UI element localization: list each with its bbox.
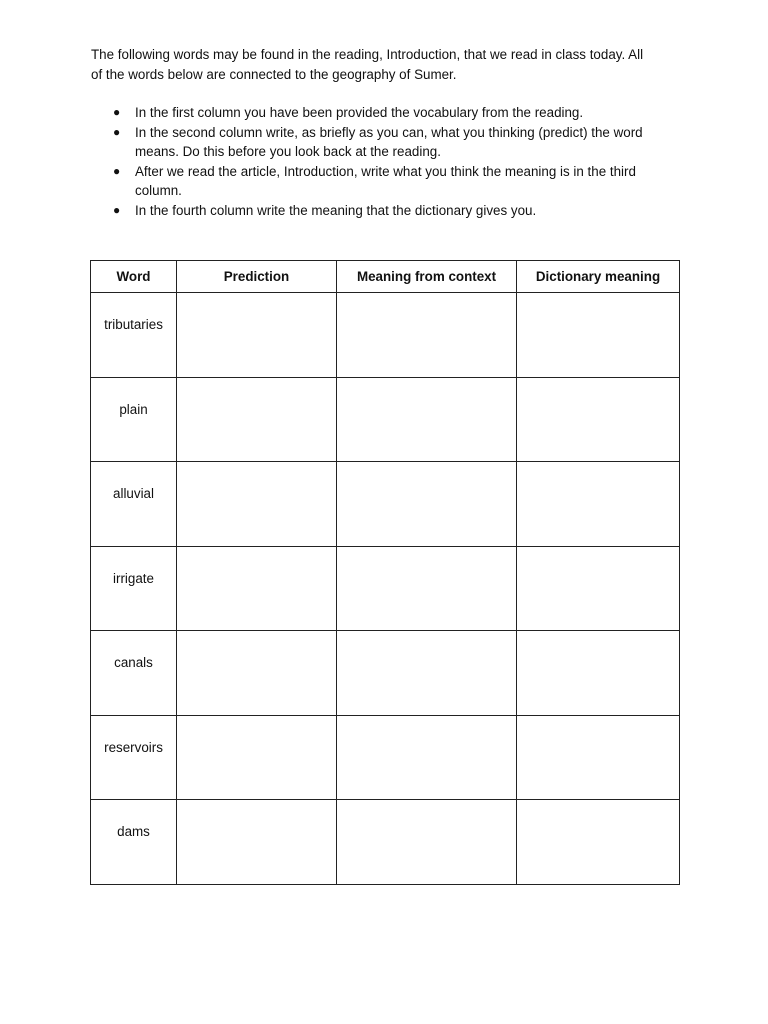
prediction-cell[interactable]: [177, 546, 337, 631]
bullet-icon: ●: [113, 105, 121, 119]
instruction-text: In the fourth column write the meaning that the dictionary gives you.: [135, 202, 537, 218]
prediction-cell[interactable]: [177, 462, 337, 547]
context-meaning-cell[interactable]: [337, 462, 517, 547]
table-row: [91, 631, 680, 716]
table-header-row: [91, 261, 680, 293]
instruction-item: [91, 103, 681, 123]
bullet-icon: ●: [113, 124, 121, 139]
instruction-text: In the second column write, as briefly as you can, what you thinking (predict) the word: [135, 124, 643, 140]
word-cell: irrigate: [91, 546, 177, 631]
instruction-item: [91, 162, 681, 201]
table-row: [91, 293, 680, 378]
dictionary-meaning-cell[interactable]: [517, 377, 680, 462]
word-cell: plain: [91, 377, 177, 462]
table-row: [91, 462, 680, 547]
table-row: [91, 800, 680, 885]
bullet-icon: ●: [113, 202, 121, 217]
dictionary-meaning-cell[interactable]: [517, 546, 680, 631]
header-prediction: Prediction: [177, 261, 337, 293]
instruction-text: In the first column you have been provided the vocabulary from the reading.: [135, 105, 584, 120]
prediction-cell[interactable]: [177, 800, 337, 885]
instruction-item: [91, 123, 681, 162]
context-meaning-cell[interactable]: [337, 715, 517, 800]
context-meaning-cell[interactable]: [337, 546, 517, 631]
dictionary-meaning-cell[interactable]: [517, 800, 680, 885]
dictionary-meaning-cell[interactable]: [517, 462, 680, 547]
prediction-cell[interactable]: [177, 293, 337, 378]
intro-line-2: of the words below are connected to the geography of Sumer.: [91, 66, 457, 82]
dictionary-meaning-cell[interactable]: [517, 631, 680, 716]
prediction-cell[interactable]: [177, 715, 337, 800]
word-cell: reservoirs: [91, 715, 177, 800]
dictionary-meaning-cell[interactable]: [517, 293, 680, 378]
header-word: Word: [91, 261, 177, 293]
bullet-icon: ●: [113, 163, 121, 178]
instruction-text: column.: [135, 183, 182, 198]
instruction-text: means. Do this before you look back at the reading.: [135, 144, 441, 159]
instruction-item: [91, 201, 681, 221]
prediction-cell[interactable]: [177, 631, 337, 716]
prediction-cell[interactable]: [177, 377, 337, 462]
vocabulary-table: [90, 260, 680, 885]
context-meaning-cell[interactable]: [337, 293, 517, 378]
context-meaning-cell[interactable]: [337, 631, 517, 716]
context-meaning-cell[interactable]: [337, 377, 517, 462]
header-dictionary-meaning: Dictionary meaning: [517, 261, 680, 293]
word-cell: tributaries: [91, 293, 177, 378]
instruction-list: [91, 103, 681, 220]
intro-line-1: The following words may be found in the reading, Introduction, that we read in class today. All: [91, 47, 644, 62]
word-cell: dams: [91, 800, 177, 885]
context-meaning-cell[interactable]: [337, 800, 517, 885]
table-row: [91, 715, 680, 800]
dictionary-meaning-cell[interactable]: [517, 715, 680, 800]
table-row: [91, 377, 680, 462]
word-cell: canals: [91, 631, 177, 716]
table-row: [91, 546, 680, 631]
intro-paragraph: [91, 45, 681, 84]
word-cell: alluvial: [91, 462, 177, 547]
header-meaning-from-context: Meaning from context: [337, 261, 517, 293]
instruction-text: After we read the article, Introduction, write what you think the meaning is in the third: [135, 163, 636, 179]
